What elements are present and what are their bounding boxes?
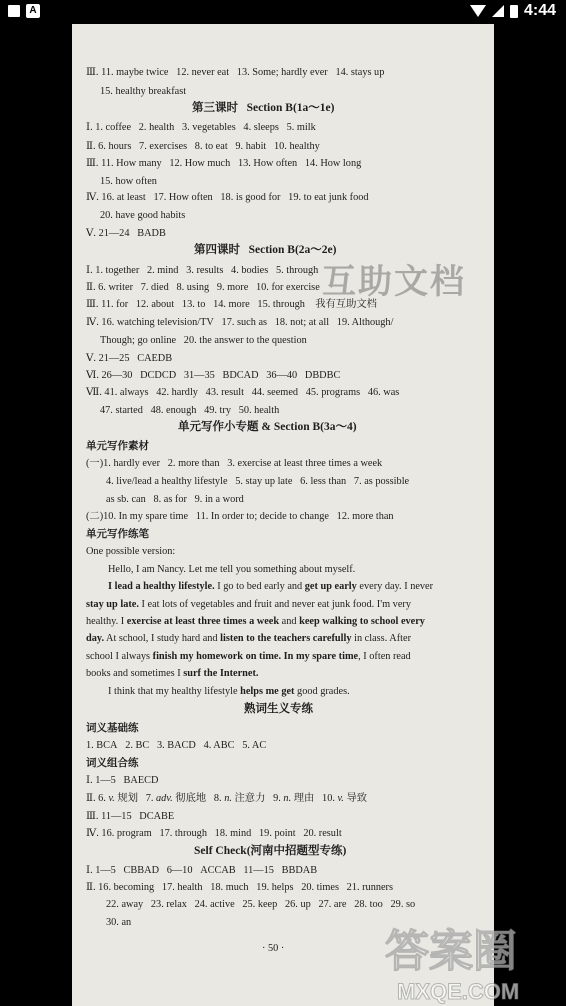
answer-line: stay up late. I eat lots of vegetables and fruit and never eat junk food. I'm very — [86, 599, 411, 610]
answer-line: Ⅶ. 41. always 42. hardly 43. result 44. seemed 45. programs 46. was — [86, 387, 400, 398]
answer-line: as sb. can 8. as for 9. in a word — [106, 494, 244, 505]
answer-line: (二)10. In my spare time 11. In order to; decide to change 12. more than — [86, 511, 394, 522]
answer-line: 单元写作素材 — [86, 441, 149, 452]
site-watermark — [385, 915, 519, 1005]
answer-line: 30. an — [106, 917, 132, 928]
answer-line: Self Check(河南中招题型专练) — [194, 845, 347, 857]
answer-line: Ⅰ. 1. together 2. mind 3. results 4. bodies 5. through — [86, 265, 319, 276]
answer-line: I think that my healthy lifestyle helps me get good grades. — [108, 686, 350, 697]
answer-line: Ⅳ. 16. watching television/TV 17. such as 18. not; at all 19. Although/ — [86, 317, 394, 328]
answer-line: 第四课时 Section B(2a～2e) — [194, 244, 337, 256]
answer-line: I lead a healthy lifestyle. I go to bed early and get up early every day. I never — [108, 581, 434, 592]
answer-line: Ⅱ. 6. v. 规划 7. adv. 彻底地 8. n. 注意力 9. n. 理由 10. v. 导致 — [86, 793, 368, 804]
answer-line: (一)1. hardly ever 2. more than 3. exercise at least three times a week — [86, 458, 383, 469]
app-badge-icon: A — [26, 4, 40, 18]
answer-line: Ⅱ. 6. hours 7. exercises 8. to eat 9. habit 10. healthy — [86, 141, 320, 152]
watermark-logo: 互助文档 — [322, 264, 466, 301]
answer-line: Hello, I am Nancy. Let me tell you something about myself. — [108, 564, 356, 575]
answer-line: Ⅲ. 11. maybe twice 12. never eat 13. Some; hardly ever 14. stays up — [86, 67, 385, 78]
battery-icon — [510, 5, 518, 18]
answer-line: 单元写作小专题 & Section B(3a～4) — [178, 421, 357, 433]
answer-line: Ⅴ. 21—25 CAEDB — [86, 353, 173, 364]
answer-line: Ⅵ. 26—30 DCDCD 31—35 BDCAD 36—40 DBDBC — [86, 370, 341, 381]
answer-line: One possible version: — [86, 546, 176, 557]
answer-line: 1. BCA 2. BC 3. BACD 4. ABC 5. AC — [86, 740, 267, 751]
answer-line: healthy. I exercise at least three times a week and keep walking to school every — [86, 616, 425, 627]
answer-page — [72, 24, 494, 1006]
answer-line: Ⅲ. 11. for 12. about 13. to 14. more 15. through 我有互助文档 — [86, 299, 377, 310]
answer-line: 47. started 48. enough 49. try 50. health — [100, 405, 280, 416]
answer-line: Ⅲ. 11—15 DCABE — [86, 811, 175, 822]
answer-line: day. At school, I study hard and listen to the teachers carefully in class. After — [86, 633, 411, 644]
notification-icons — [8, 4, 40, 18]
answer-line: 4. live/lead a healthy lifestyle 5. stay up late 6. less than 7. as possible — [106, 476, 410, 487]
answer-line: Ⅳ. 16. at least 17. How often 18. is good for 19. to eat junk food — [86, 192, 369, 203]
signal-icon — [492, 5, 504, 17]
answer-line: Ⅴ. 21—24 BADB — [86, 228, 166, 239]
answer-line: school I always finish my homework on time. In my spare time, I often read — [86, 651, 411, 662]
page-number: · 50 · — [262, 943, 285, 954]
answer-line: 15. healthy breakfast — [100, 86, 187, 97]
site-watermark-url: MXQE.COM — [397, 979, 520, 1004]
answer-line: Ⅳ. 16. program 17. through 18. mind 19. point 20. result — [86, 828, 342, 839]
answer-line: 熟词生义专练 — [244, 703, 313, 715]
answer-line: Ⅱ. 16. becoming 17. health 18. much 19. helps 20. times 21. runners — [86, 882, 393, 893]
answer-line: books and sometimes I surf the Internet. — [86, 668, 259, 679]
answer-line: 词义组合练 — [86, 758, 139, 769]
status-bar — [0, 0, 566, 24]
answer-line: Ⅰ. 1—5 CBBAD 6—10 ACCAB 11—15 BBDAB — [86, 865, 318, 876]
answer-line: 22. away 23. relax 24. active 25. keep 26. up 27. are 28. too 29. so — [106, 899, 416, 910]
answer-line: 单元写作练笔 — [86, 529, 149, 540]
answer-line: 第三课时 Section B(1a～1e) — [192, 102, 335, 114]
site-watermark-logo: 答案圈 — [385, 927, 517, 976]
answer-line: Ⅲ. 11. How many 12. How much 13. How often 14. How long — [86, 158, 362, 169]
answer-line: 词义基础练 — [86, 723, 139, 734]
answer-line: 20. have good habits — [100, 210, 186, 221]
answer-line: Ⅰ. 1—5 BAECD — [86, 775, 159, 786]
answer-line: 15. how often — [100, 176, 157, 187]
clock: 4:44 — [523, 2, 556, 19]
answer-line: Ⅱ. 6. writer 7. died 8. using 9. more 10. for exercise — [86, 282, 320, 293]
answer-line: Though; go online 20. the answer to the question — [100, 335, 307, 346]
answer-line: Ⅰ. 1. coffee 2. health 3. vegetables 4. sleeps 5. milk — [86, 122, 316, 133]
wifi-icon — [470, 5, 486, 17]
system-indicators — [470, 2, 556, 20]
image-icon — [8, 5, 20, 17]
